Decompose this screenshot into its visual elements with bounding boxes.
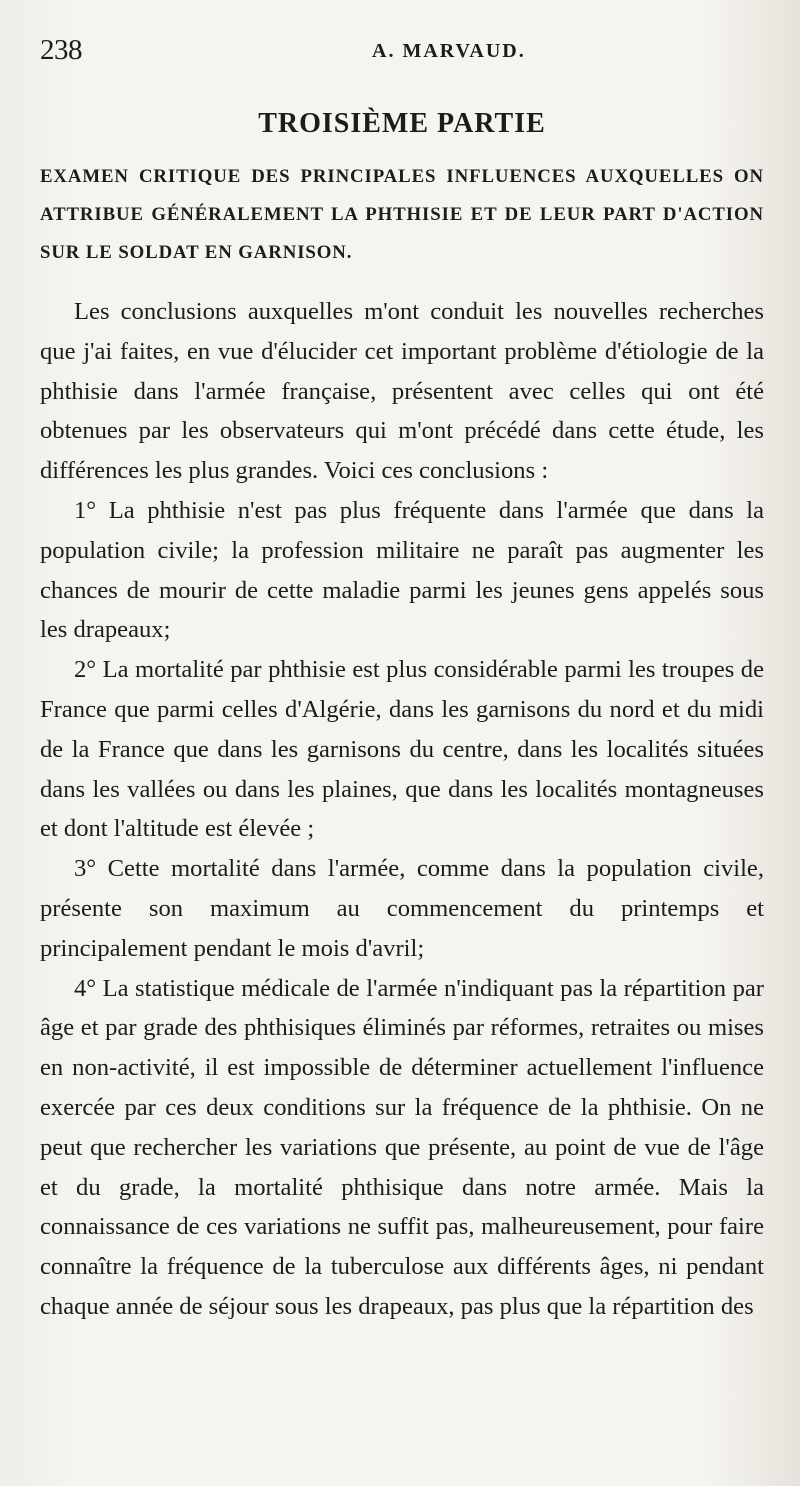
running-head: A. MARVAUD.: [372, 40, 526, 62]
paragraph-conclusion-4: 4° La statistique médicale de l'armée n'indiquant pas la répartition par âge et par grade des phthisiques éliminés par réformes, retraites ou mises en non-activité, il est impossible de déterminer actuellement l'influence exercée par ces deux conditions sur la fréquence de la phthisie. On ne peut que rechercher les variations que présente, au point de vue de l'âge et du grade, la mortalité phthisique dans notre armée. Mais la connaissance de ces variations ne suffit pas, malheureusement, pour faire connaître la fréquence de la tuberculose aux différents âges, ni pendant chaque année de séjour sous les drapeaux, pas plus que la répartition des: [40, 974, 764, 1320]
paragraph-conclusion-2: 2° La mortalité par phthisie est plus considérable parmi les troupes de France que parmi celles d'Algérie, dans les garnisons du nord et du midi de la France que dans les garnisons du centre, dans les localités situées dans les vallées ou dans les plaines, que dans les localités montagneuses et dont l'altitude est élevée ;: [40, 656, 764, 843]
page-header: [40, 32, 764, 74]
part-title: TROISIÈME PARTIE: [258, 108, 546, 139]
paragraph-intro: Les conclusions auxquelles m'ont conduit les nouvelles recherches que j'ai faites, en vue d'élucider cet important problème d'étiologie de la phthisie dans l'armée française, présentent avec celles qui ont été obtenues par les observateurs qui m'ont précédé dans cette étude, les différences les plus grandes. Voici ces conclusions :: [40, 298, 764, 485]
body-text: [40, 292, 764, 1327]
page-number: 238: [40, 34, 82, 66]
paragraph-conclusion-1: 1° La phthisie n'est pas plus fréquente dans l'armée que dans la population civile; la profession militaire ne paraît pas augmenter les chances de mourir de cette maladie parmi les jeunes gens appelés sous les drapeaux;: [40, 496, 764, 644]
paragraph-conclusion-3: 3° Cette mortalité dans l'armée, comme dans la population civile, présente son maximum au commencement du printemps et principalement pendant le mois d'avril;: [40, 855, 764, 962]
section-title: EXAMEN CRITIQUE DES PRINCIPALES INFLUENCES AUXQUELLES ON ATTRIBUE GÉNÉRALEMENT LA PHTHISIE ET DE LEUR PART D'ACTION SUR LE SOLDAT EN GARNISON.: [40, 166, 764, 263]
